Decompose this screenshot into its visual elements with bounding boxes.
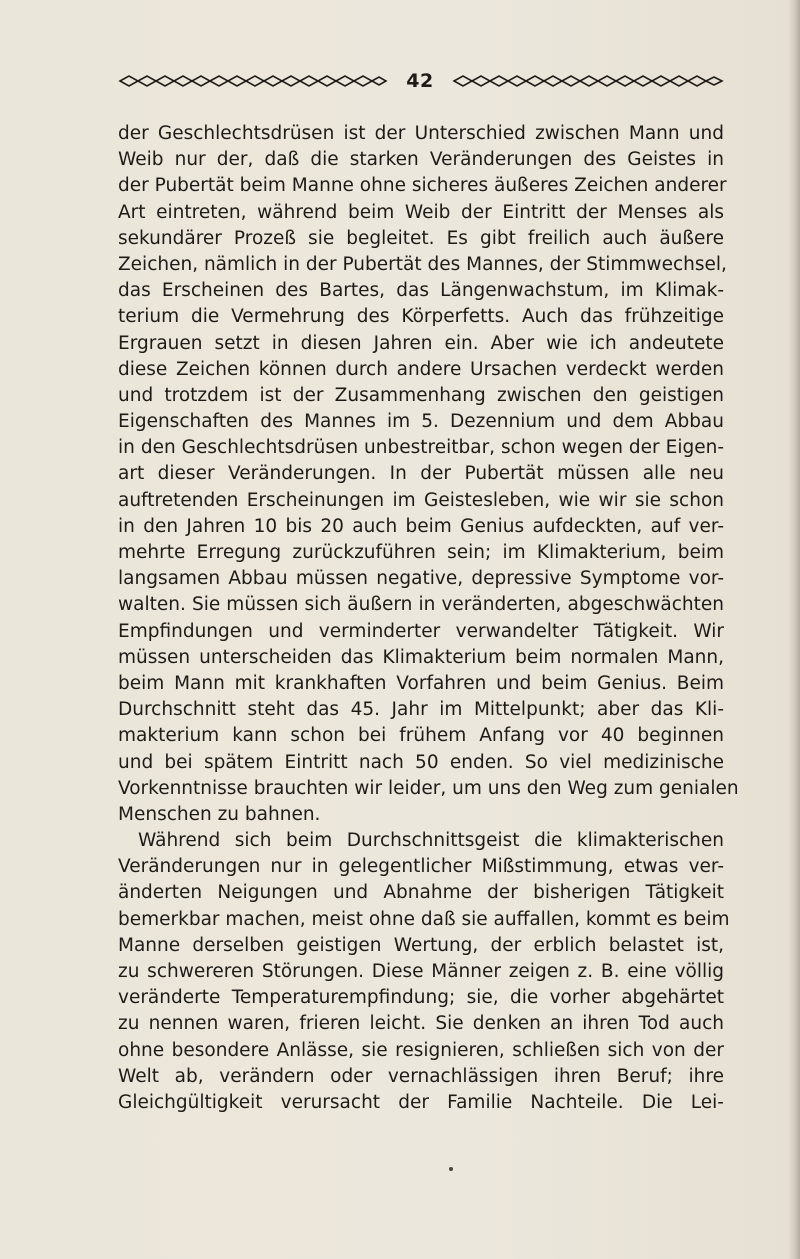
text-line: der Geschlechtsdrüsen ist der Unterschied zwischen Mann und — [118, 123, 724, 144]
text-line: Zeichen, nämlich in der Pubertät des Mannes, der Stimmwechsel, — [118, 253, 727, 275]
body-text — [118, 121, 739, 1116]
left-ornament — [118, 71, 388, 91]
text-line: makterium kann schon bei frühem Anfang vor 40 beginnen — [118, 725, 724, 747]
page-edge-shadow — [788, 0, 800, 1259]
text-line: Manne derselben geistigen Wertung, der erblich belastet ist, — [118, 934, 724, 956]
text-line: zu schwereren Störungen. Diese Männer zeigen z. B. eine völlig — [118, 961, 724, 982]
diamond-chain-icon — [118, 71, 388, 91]
text-line: Während sich beim Durchschnittsgeist die klimakterischen — [138, 830, 724, 852]
text-line: Art eintreten, während beim Weib der Eintritt der Menses als — [118, 201, 724, 223]
text-line: Durchschnitt steht das 45. Jahr im Mittelpunkt; aber das Kli- — [118, 699, 724, 721]
text-line: in den Geschlechtsdrüsen unbestreitbar, schon wegen der Eigen- — [118, 437, 724, 459]
diamond-chain-icon — [452, 71, 724, 91]
text-line: diese Zeichen können durch andere Ursachen verdeckt werden — [118, 358, 724, 380]
text-line: art dieser Veränderungen. In der Pubertät müssen alle neu — [118, 463, 724, 485]
text-line: walten. Sie müssen sich äußern in veränderten, abgeschwächten — [118, 594, 724, 616]
text-line: Ergrauen setzt in diesen Jahren ein. Aber wie ich andeutete — [118, 332, 724, 354]
text-line: der Pubertät beim Manne ohne sicheres äußeres Zeichen anderer — [118, 175, 727, 197]
text-line: Eigenschaften des Mannes im 5. Dezennium und dem Abbau — [118, 411, 724, 433]
text-line: auftretenden Erscheinungen im Geistesleben, wie wir sie schon — [118, 489, 724, 511]
text-line: Vorkenntnisse brauchten wir leider, um uns den Weg zum genialen — [118, 777, 739, 799]
text-line: müssen unterscheiden das Klimakterium beim normalen Mann, — [118, 646, 724, 668]
text-line: langsamen Abbau müssen negative, depressive Symptome vor- — [118, 568, 724, 590]
text-line: Veränderungen nur in gelegentlicher Mißstimmung, etwas ver- — [118, 856, 724, 878]
page-number: 42 — [406, 69, 434, 92]
text-line: Weib nur der, daß die starken Veränderungen des Geistes in — [118, 149, 724, 171]
stray-ink-dot — [449, 1167, 453, 1171]
text-line: in den Jahren 10 bis 20 auch beim Genius aufdeckten, auf ver- — [118, 515, 724, 537]
text-line: änderten Neigungen und Abnahme der bisherigen Tätigkeit — [118, 882, 724, 904]
text-line: sekundärer Prozeß sie begleitet. Es gibt freilich auch äußere — [118, 227, 724, 249]
text-line: Gleichgültigkeit verursacht der Familie Nachteile. Die Lei- — [118, 1091, 724, 1113]
text-line: beim Mann mit krankhaften Vorfahren und beim Genius. Beim — [118, 672, 724, 694]
text-line: und bei spätem Eintritt nach 50 enden. So viel medizinische — [118, 751, 724, 773]
right-ornament — [452, 71, 724, 91]
text-line: und trotzdem ist der Zusammenhang zwischen den geistigen — [118, 384, 724, 406]
text-line: ohne besondere Anlässe, sie resignieren, schließen sich von der — [118, 1039, 724, 1061]
running-header — [118, 68, 724, 94]
text-line: das Erscheinen des Bartes, das Längenwachstum, im Klimak- — [118, 280, 724, 302]
text-line: zu nennen waren, frieren leicht. Sie denken an ihren Tod auch — [118, 1013, 724, 1035]
text-line: Empfindungen und verminderter verwandelter Tätigkeit. Wir — [118, 620, 724, 642]
text-line: mehrte Erregung zurückzuführen sein; im Klimakterium, beim — [118, 542, 724, 563]
text-line: veränderte Temperaturempfindung; sie, die vorher abgehärtet — [118, 987, 724, 1009]
text-line: Welt ab, verändern oder vernachlässigen ihren Beruf; ihre — [118, 1065, 724, 1087]
text-line: terium die Vermehrung des Körperfetts. Auch das frühzeitige — [118, 306, 724, 328]
text-line: bemerkbar machen, meist ohne daß sie auffallen, kommt es beim — [118, 908, 730, 930]
text-line: Menschen zu bahnen. — [118, 803, 321, 825]
